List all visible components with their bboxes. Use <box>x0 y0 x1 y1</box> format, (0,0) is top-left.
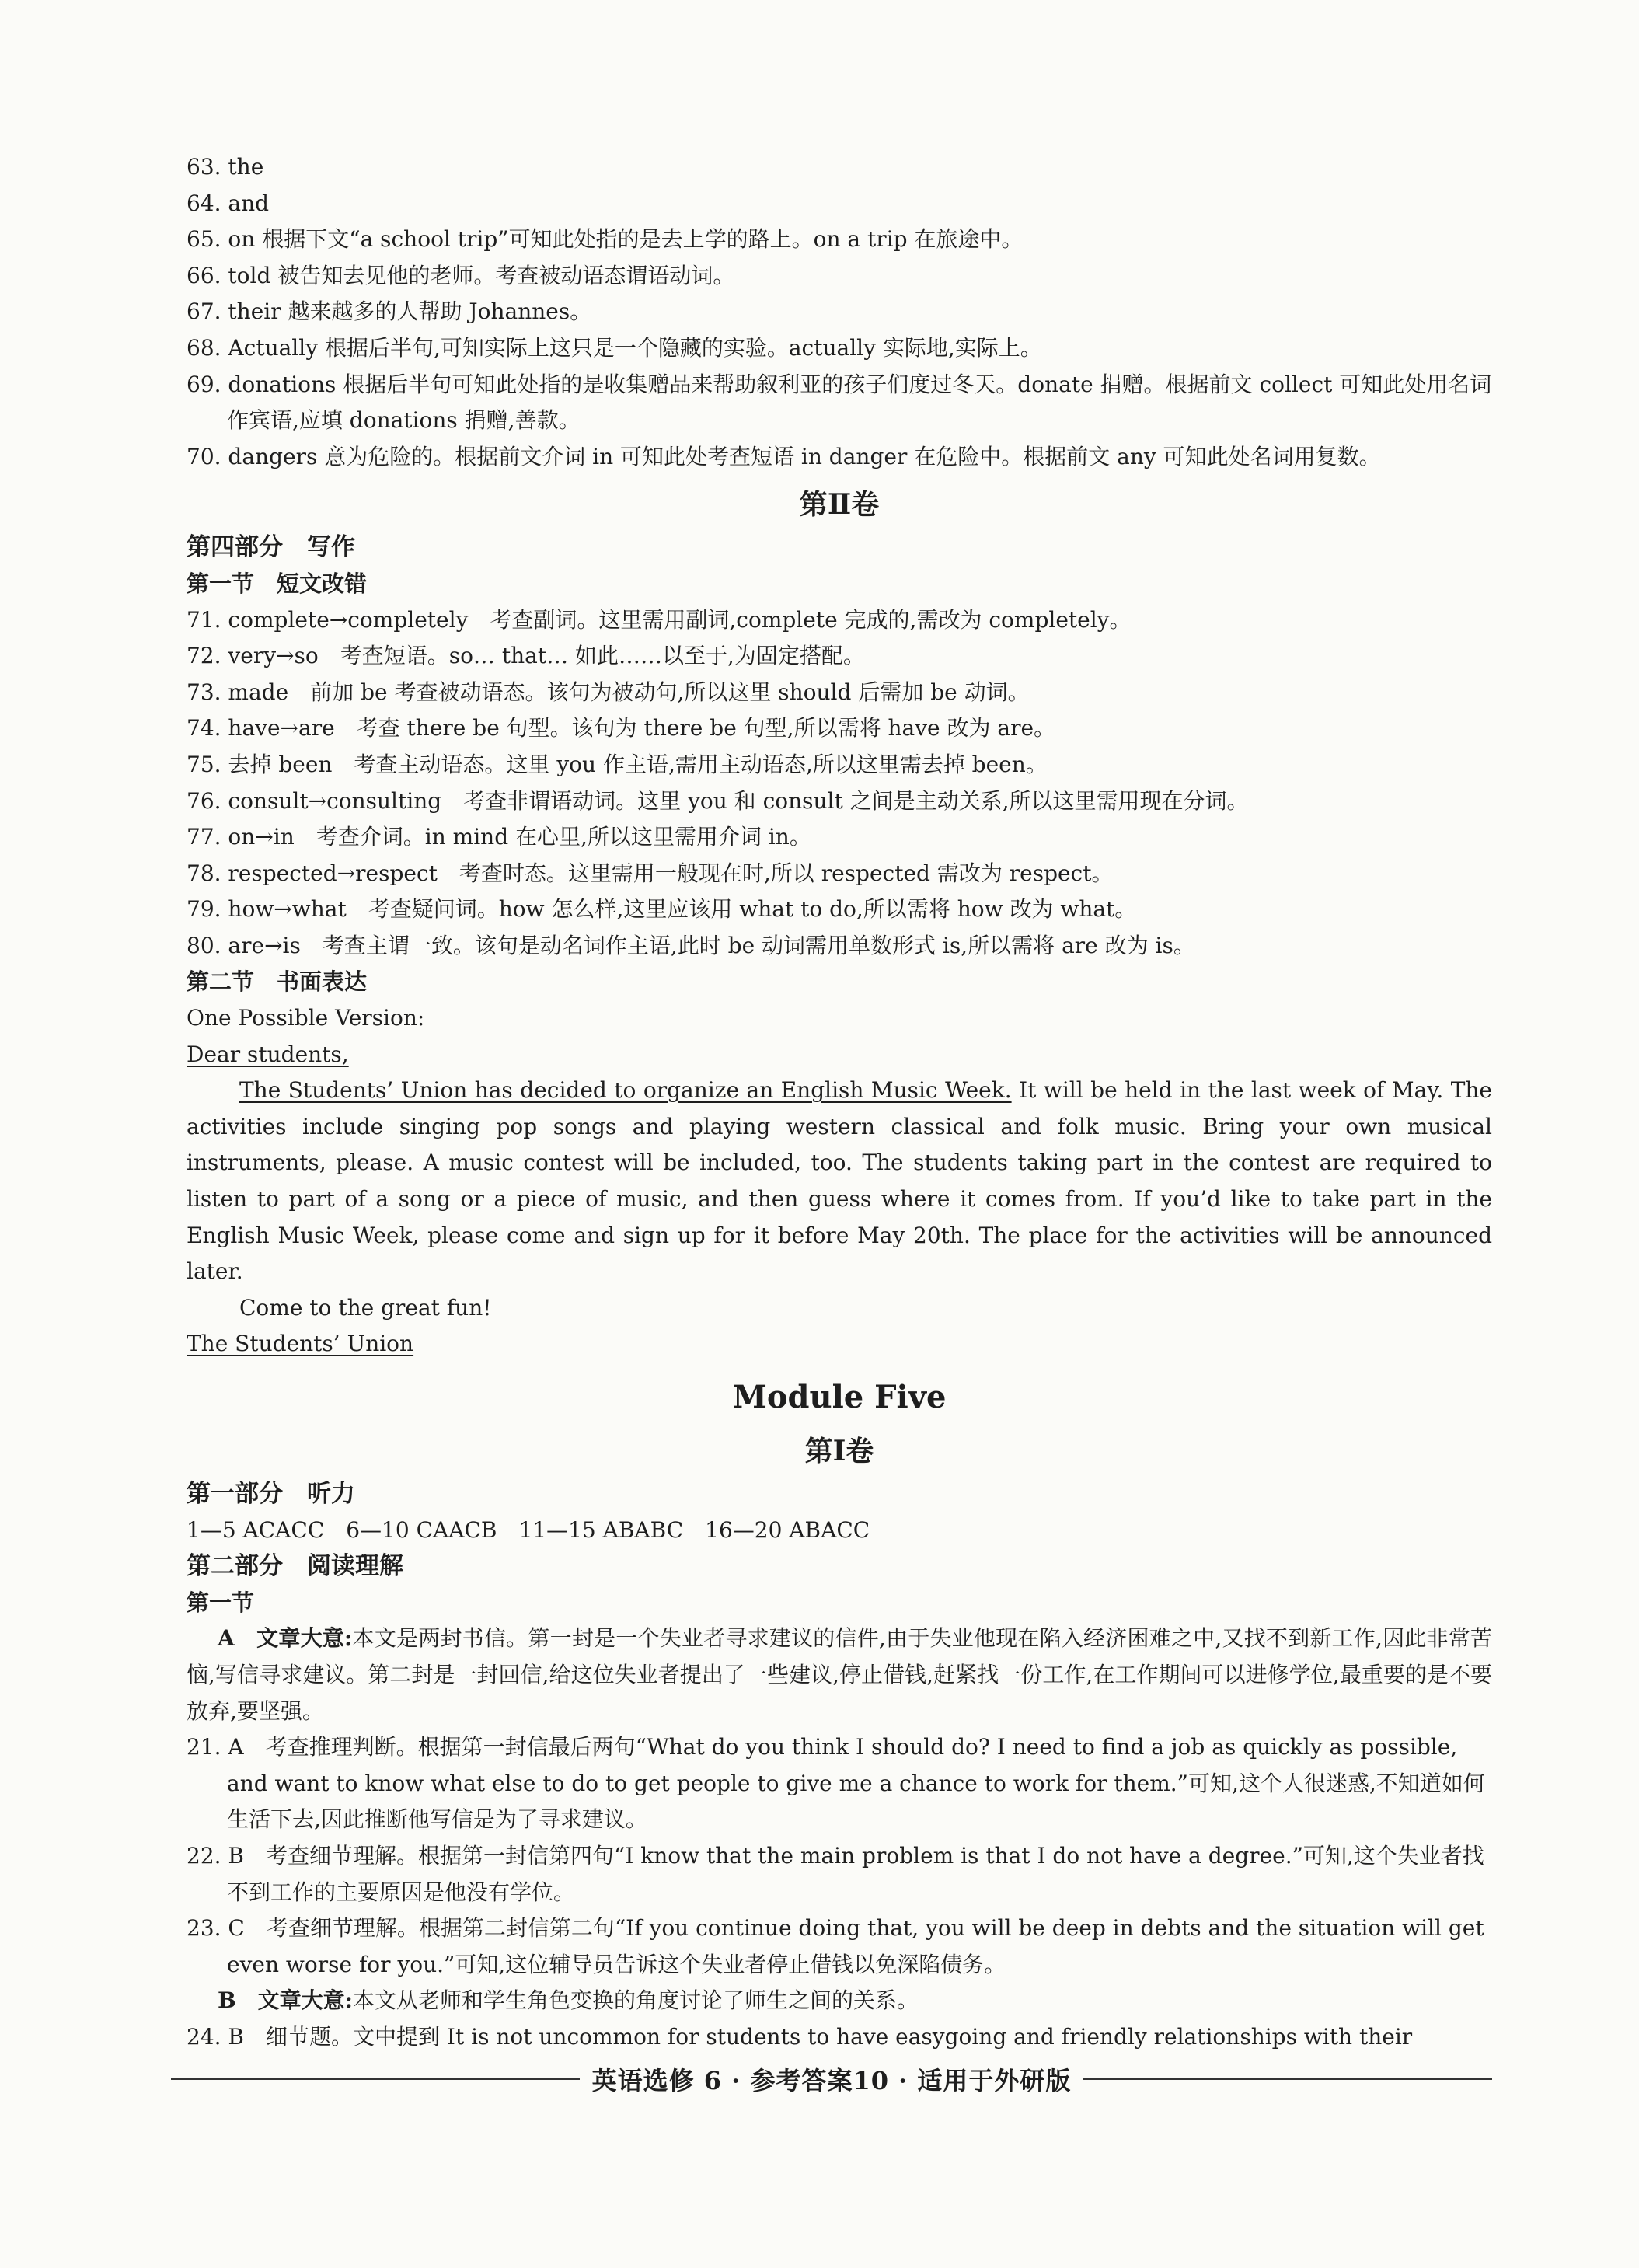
answer-66: 66. told 被告知去见他的老师。考查被动语态谓语动词。 <box>187 262 735 288</box>
summary-a <box>187 1621 1492 1729</box>
correction-78: 78. respected→respect 考查时态。这里需用一般现在时,所以 respected 需改为 respect。 <box>187 860 1114 886</box>
essay-closing: Come to the great fun! <box>239 1294 492 1321</box>
module-title: Module Five <box>732 1379 947 1415</box>
summary-a-label: A 文章大意: <box>218 1625 353 1652</box>
section1-title: 第一节 短文改错 <box>187 570 368 597</box>
answer-63: 63. the <box>187 154 264 180</box>
correction-77: 77. on→in 考查介词。in mind 在心里,所以这里需用介词 in。 <box>187 824 811 850</box>
correction-71: 71. complete→completely 考查副词。这里需用副词,complete 完成的,需改为 completely。 <box>187 606 1132 633</box>
section2-title: 第二节 书面表达 <box>187 968 368 996</box>
answer-64: 64. and <box>187 190 270 216</box>
correction-73: 73. made 前加 be 考查被动语态。该句为被动句,所以这里 should 后需加 be 动词。 <box>187 679 1030 705</box>
answer-68: 68. Actually 根据后半句,可知实际上这只是一个隐藏的实验。actually 实际地,实际上。 <box>187 334 1042 361</box>
correction-74: 74. have→are 考查 there be 句型。该句为 there be 句型,所以需将 have 改为 are。 <box>187 715 1056 741</box>
answer-21: 21. A 考查推理判断。根据第一封信最后两句“What do you think I should do? I need to find a job as quickly as possible, and want to know what else to do to get people to give me a chance to work for them.”可知,这个人很迷惑,不知道如何生活下去,因此推断他写信是为了寻求建议。 <box>187 1734 1485 1833</box>
part4-title: 第四部分 写作 <box>187 533 355 562</box>
volume-2-title: 第Ⅱ卷 <box>799 488 880 522</box>
correction-75: 75. 去掉 been 考查主动语态。这里 you 作主语,需用主动语态,所以这里需去掉 been。 <box>187 751 1048 777</box>
footer-rule-left <box>171 2078 580 2080</box>
correction-72: 72. very→so 考查短语。so… that… 如此……以至于,为固定搭配。 <box>187 643 865 669</box>
page-footer <box>171 2060 1492 2099</box>
part2-title: 第二部分 阅读理解 <box>187 1552 403 1581</box>
essay-body-text: It will be held in the last week of May. The activities include singing pop songs and playing western classical and folk music. Bring your own musical instruments, please. A music contest will be included, too. The students taking part in the contest are required to listen to part of a song or a piece of music, and then guess where it comes from. If you’d like to take part in the English Music Week, please come and sign up for it before May 20th. The place for the activities will be announced later. <box>187 1077 1492 1285</box>
summary-b-text: 本文从老师和学生角色变换的角度讨论了师生之间的关系。 <box>353 1987 919 2014</box>
answer-67: 67. their 越来越多的人帮助 Johannes。 <box>187 298 592 325</box>
essay-signature: The Students’ Union <box>187 1331 414 1357</box>
answer-65: 65. on 根据下文“a school trip”可知此处指的是去上学的路上。on a trip 在旅途中。 <box>187 226 1024 253</box>
answer-23: 23. C 考查细节理解。根据第二封信第二句“If you continue doing that, you will be deep in debts and the situation will get even worse for you.”可知,这位辅导员告诉这个失业者停止借钱以免深陷债务。 <box>187 1915 1484 1977</box>
correction-80: 80. are→is 考查主谓一致。该句是动名词作主语,此时 be 动词需用单数形式 is,所以需将 are 改为 is。 <box>187 932 1195 958</box>
answer-22: 22. B 考查细节理解。根据第一封信第四句“I know that the main problem is that I do not have a degree.”可知,这个失业者找不到工作的主要原因是他没有学位。 <box>187 1842 1484 1905</box>
volume-1-title: 第Ⅰ卷 <box>804 1435 874 1467</box>
listening-answers: 1—5 ACACC 6—10 CAACB 11—15 ABABC 16—20 ABACC <box>187 1516 870 1543</box>
correction-76: 76. consult→consulting 考查非谓语动词。这里 you 和 consult 之间是主动关系,所以这里需用现在分词。 <box>187 787 1249 814</box>
answer-24: 24. B 细节题。文中提到 It is not uncommon for students to have easygoing and friendly relationships with their <box>187 2023 1413 2050</box>
summary-b <box>187 1983 1492 2019</box>
correction-79: 79. how→what 考查疑问词。how 怎么样,这里应该用 what to do,所以需将 how 改为 what。 <box>187 896 1137 923</box>
essay-body <box>187 1073 1492 1290</box>
summary-a-text: 本文是两封书信。第一封是一个失业者寻求建议的信件,由于失业他现在陷入经济困难之中,又找不到新工作,因此非常苦恼,写信寻求建议。第二封是一封回信,给这位失业者提出了一些建议,停止借钱,赶紧找一份工作,在工作期间可以进修学位,最重要的是不要放弃,要坚强。 <box>187 1625 1492 1724</box>
part1-title: 第一部分 听力 <box>187 1480 355 1508</box>
essay-intro: One Possible Version: <box>187 1005 425 1031</box>
answer-69: 69. donations 根据后半句可知此处指的是收集赠品来帮助叙利亚的孩子们度过冬天。donate 捐赠。根据前文 collect 可知此处用名词作宾语,应填 donations 捐赠,善款。 <box>187 371 1492 434</box>
footer-rule-right <box>1083 2078 1492 2080</box>
essay-greeting: Dear students, <box>187 1041 349 1067</box>
answer-70: 70. dangers 意为危险的。根据前文介词 in 可知此处考查短语 in danger 在危险中。根据前文 any 可知此处名词用复数。 <box>187 443 1381 469</box>
footer-text: 英语选修 6 · 参考答案10 · 适用于外研版 <box>591 2066 1072 2095</box>
reading-section1-title: 第一节 <box>187 1589 255 1616</box>
summary-b-label: B 文章大意: <box>218 1987 354 2014</box>
page-content <box>187 149 1492 2056</box>
essay-first-sentence: The Students’ Union has decided to organize an English Music Week. <box>239 1077 1012 1104</box>
